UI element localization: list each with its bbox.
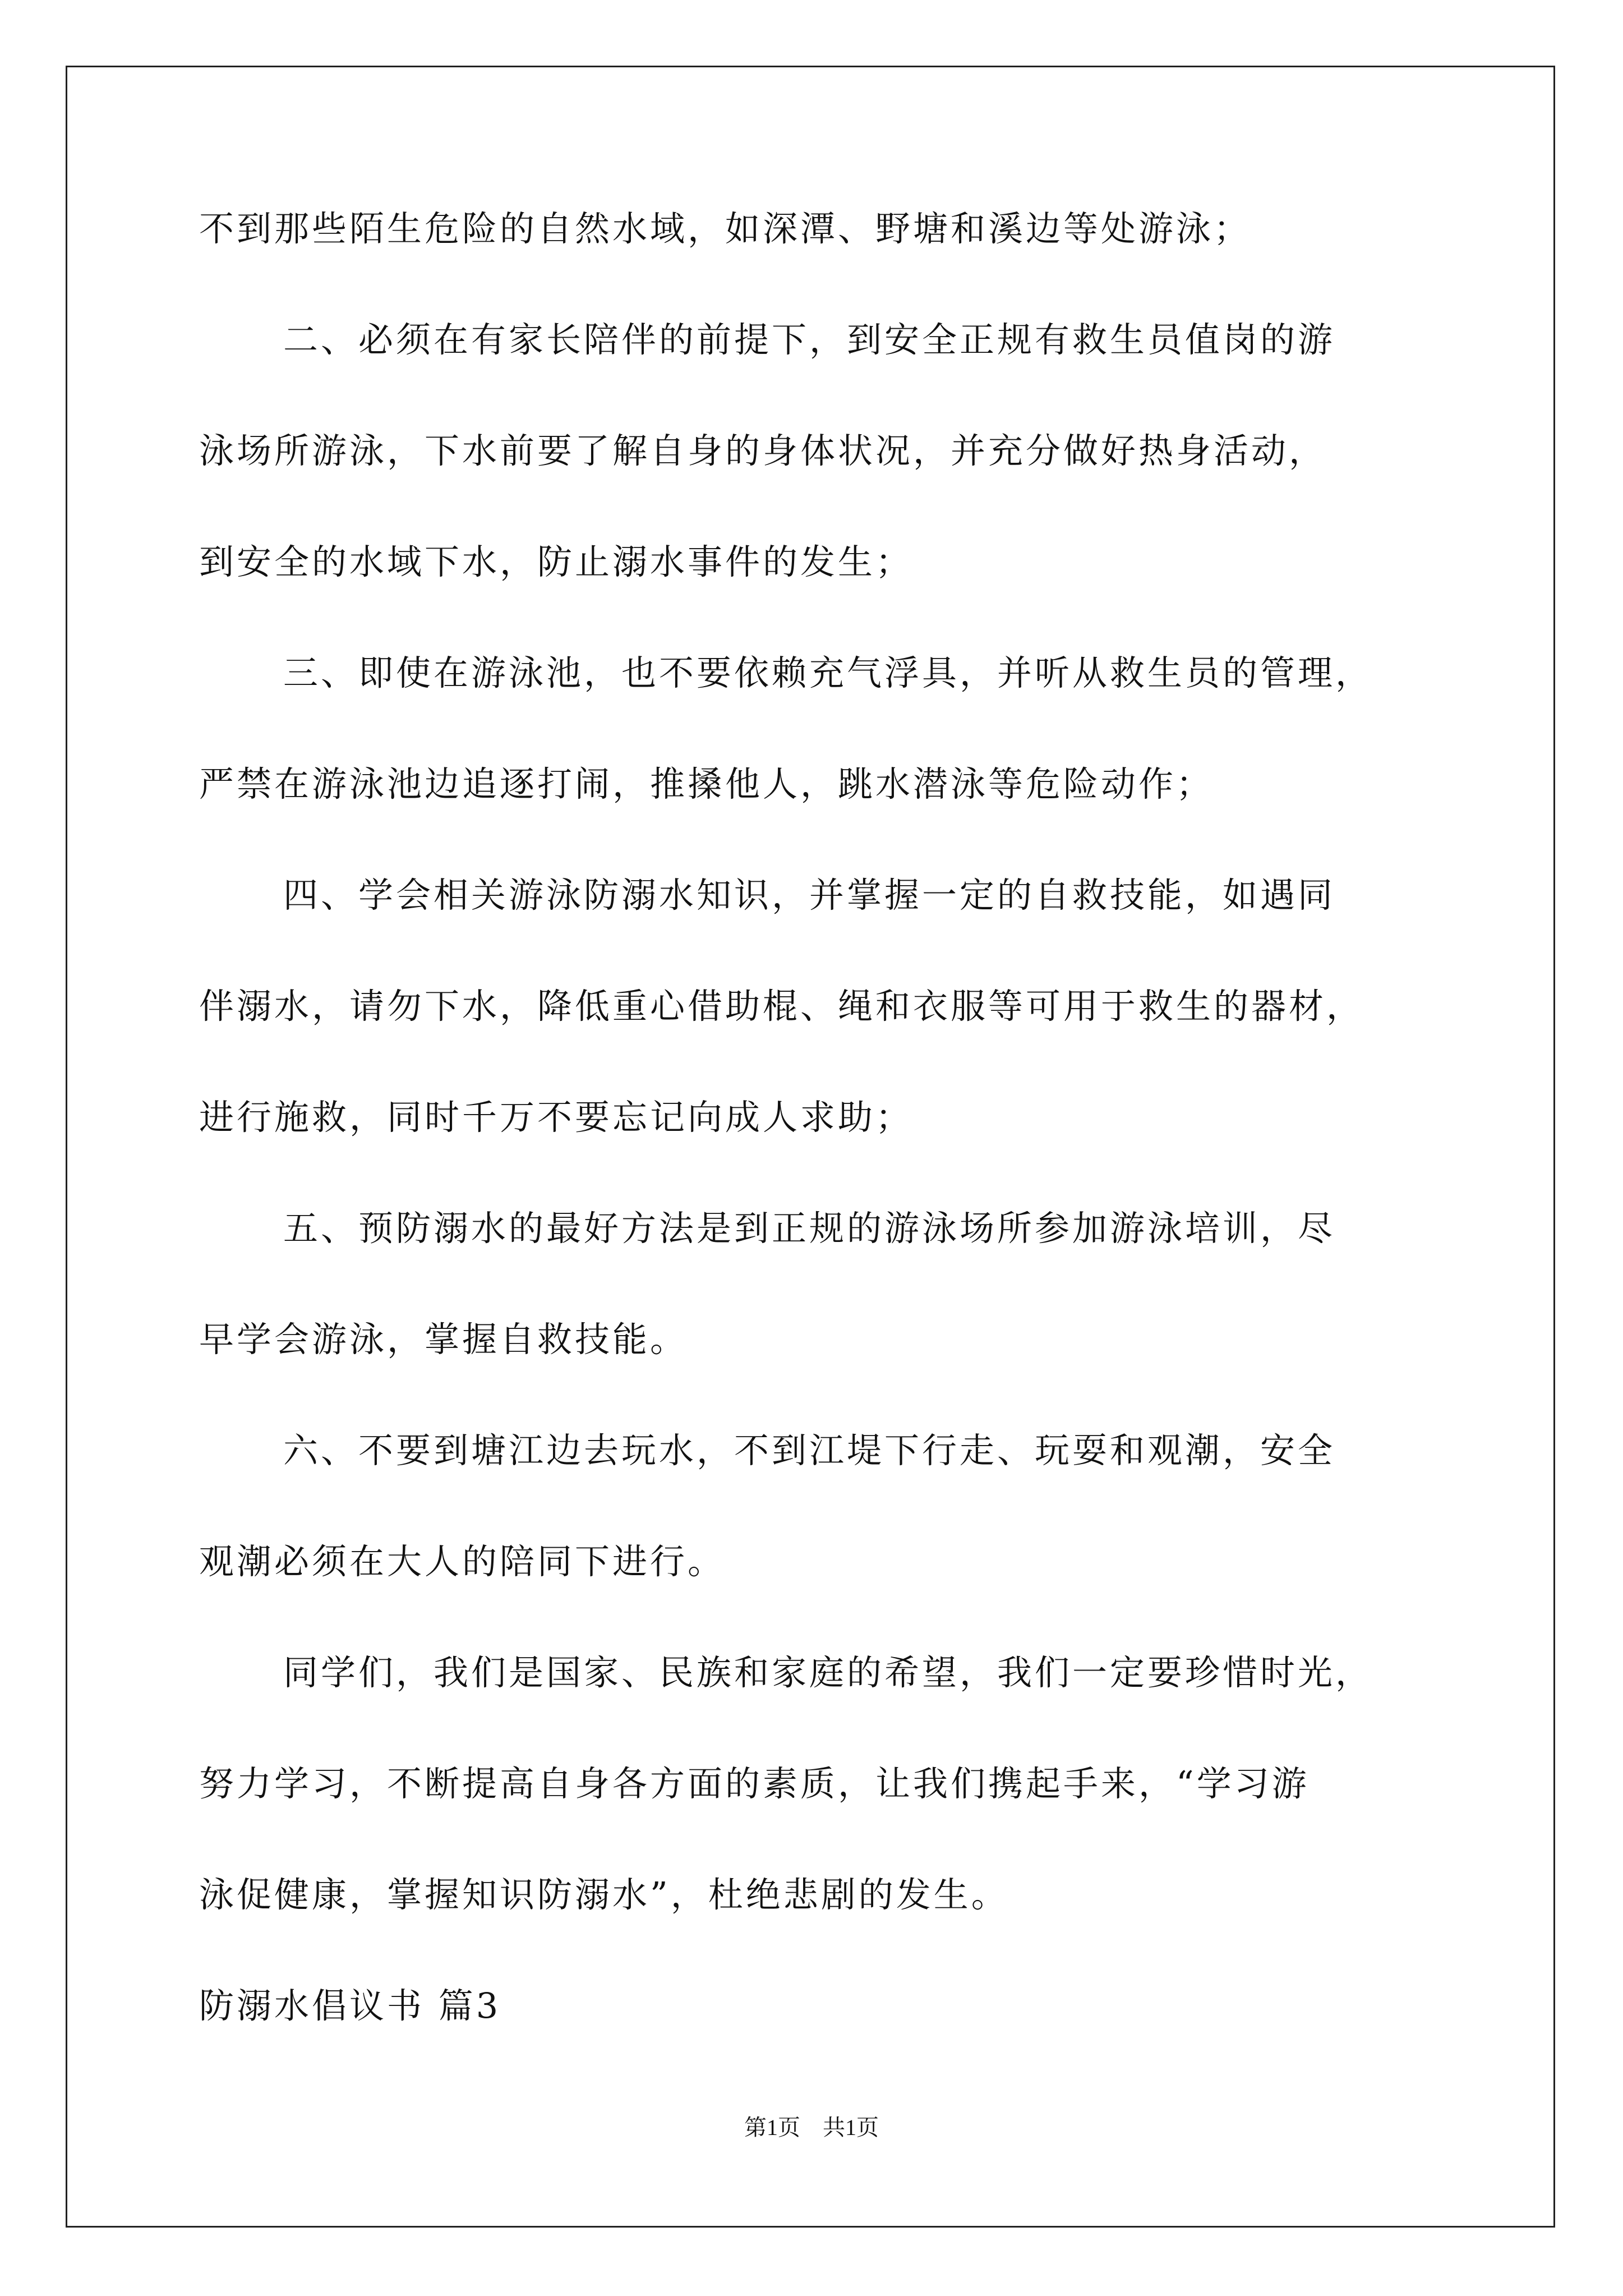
text-line: 泳促健康，掌握知识防溺水”，杜绝悲剧的发生。 <box>199 1874 1009 1915</box>
text-line: 到安全的水域下水，防止溺水事件的发生； <box>199 541 914 582</box>
text-line: 早学会游泳，掌握自救技能。 <box>199 1319 688 1360</box>
text-line: 进行施救，同时千万不要忘记向成人求助； <box>199 1097 914 1138</box>
paragraph-item-5-line-1: 五、预防溺水的最好方法是到正规的游泳场所参加游泳培训，尽 <box>283 1208 1336 1249</box>
text-line: 伴溺水，请勿下水，降低重心借助棍、绳和衣服等可用于救生的器材， <box>199 986 1364 1027</box>
text-line: 严禁在游泳池边追逐打闹，推搡他人，跳水潜泳等危险动作； <box>199 763 1214 804</box>
section-heading: 防溺水倡议书 篇3 <box>199 1985 501 2026</box>
text-line: 努力学习，不断提高自身各方面的素质，让我们携起手来，“学习游 <box>199 1763 1310 1804</box>
text-line: 不到那些陌生危险的自然水域，如深潭、野塘和溪边等处游泳； <box>199 208 1252 249</box>
text-line: 观潮必须在大人的陪同下进行。 <box>199 1541 726 1582</box>
paragraph-item-2-line-1: 二、必须在有家长陪伴的前提下，到安全正规有救生员值岗的游 <box>283 319 1336 360</box>
paragraph-item-6-line-1: 六、不要到塘江边去玩水，不到江堤下行走、玩耍和观潮，安全 <box>283 1430 1336 1471</box>
paragraph-item-4-line-1: 四、学会相关游泳防溺水知识，并掌握一定的自救技能，如遇同 <box>283 875 1336 915</box>
paragraph-closing-line-1: 同学们，我们是国家、民族和家庭的希望，我们一定要珍惜时光， <box>283 1652 1373 1693</box>
document-body <box>199 208 1438 2027</box>
page-number: 第1页 共1页 <box>744 2115 879 2140</box>
paragraph-item-3-line-1: 三、即使在游泳池，也不要依赖充气浮具，并听从救生员的管理， <box>283 652 1373 693</box>
text-line: 泳场所游泳，下水前要了解自身的身体状况，并充分做好热身活动， <box>199 430 1327 471</box>
